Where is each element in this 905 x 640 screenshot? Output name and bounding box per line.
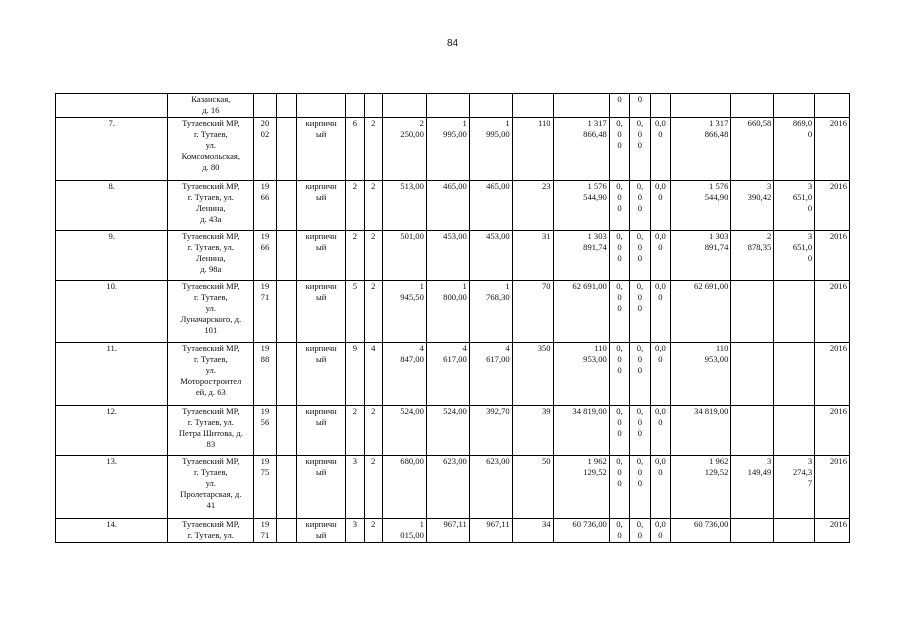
cell-col-m: 0, 0 0 [630,343,650,406]
cell-area-total: 2 250,00 [382,118,426,181]
cell-cost-total: 110 953,00 [553,343,609,406]
cell-year: 19 71 [254,281,276,343]
cell-empty [276,281,296,343]
cell-no: 13. [56,456,168,519]
cell-year: 19 66 [254,181,276,231]
cell-cost-e [731,519,774,543]
cell-cost-total: 1 962 129,52 [553,456,609,519]
cell-empty [276,343,296,406]
cell-no: 7. [56,118,168,181]
cell-col-m: 0, 0 0 [630,231,650,281]
cell-entrances: 2 [364,231,382,281]
table-row [56,231,850,281]
cell-col-n: 0,0 0 [650,281,670,343]
page-number: 84 [446,38,459,49]
cell-residents: 23 [512,181,553,231]
cell-cost-total: 62 691,00 [553,281,609,343]
cell-entrances: 2 [364,456,382,519]
cell-col-n: 0,0 0 [650,343,670,406]
cell-cost-e [731,406,774,456]
cell-floors: 3 [346,456,364,519]
cell-material: кирпичн ый [297,118,346,181]
table-row [56,343,850,406]
table-row [56,519,850,543]
table-row [56,94,850,118]
cell-floors: 2 [346,181,364,231]
cell-completion: 2016 [815,281,850,343]
cell-cost-f [774,519,815,543]
cell-year: 19 56 [254,406,276,456]
cell-area-total: 1 015,00 [382,519,426,543]
cell-area-c: 1 995,00 [469,118,512,181]
cell-col-m: 0, 0 0 [630,118,650,181]
cell-empty [276,519,296,543]
cell-cost-total [553,94,609,118]
cell-empty [276,456,296,519]
cell-residents: 39 [512,406,553,456]
cell-address: Тутаевский МР, г. Тутаев, ул. Пролетарская, д. 41 [168,456,254,519]
cell-area-c: 392,70 [469,406,512,456]
cell-col-n: 0,0 0 [650,118,670,181]
cell-col-l: 0, 0 0 [609,231,629,281]
cell-address: Тутаевский МР, г. Тутаев, ул. Ленина, д. 43а [168,181,254,231]
cell-residents: 50 [512,456,553,519]
cell-year: 19 71 [254,519,276,543]
cell-col-l: 0, 0 0 [609,406,629,456]
cell-area-c: 465,00 [469,181,512,231]
cell-area-c: 967,11 [469,519,512,543]
cell-area-total [382,94,426,118]
cell-floors: 9 [346,343,364,406]
cell-area-c [469,94,512,118]
cell-col-l: 0 [609,94,629,118]
housing-register-table [55,93,850,543]
cell-col-m: 0 [630,94,650,118]
cell-cost-f: 3 274,3 7 [774,456,815,519]
cell-col-m: 0, 0 0 [630,281,650,343]
cell-address: Тутаевский МР, г. Тутаев, ул. Моторостроител ей, д. 63 [168,343,254,406]
cell-cost-e [731,343,774,406]
cell-completion: 2016 [815,456,850,519]
cell-address: Тутаевский МР, г. Тутаев, ул. [168,519,254,543]
cell-cost-d: 110 953,00 [671,343,731,406]
cell-no: 11. [56,343,168,406]
cell-cost-d: 1 962 129,52 [671,456,731,519]
cell-residents: 350 [512,343,553,406]
cell-address: Казанская, д. 16 [168,94,254,118]
table-row [56,281,850,343]
cell-cost-d: 60 736,00 [671,519,731,543]
table-row [56,118,850,181]
cell-floors: 2 [346,406,364,456]
cell-completion [815,94,850,118]
cell-area-b: 524,00 [426,406,469,456]
cell-cost-e: 660,58 [731,118,774,181]
cell-cost-f: 869,0 0 [774,118,815,181]
cell-year [254,94,276,118]
cell-empty [276,94,296,118]
cell-col-n: 0,0 0 [650,406,670,456]
cell-floors: 2 [346,231,364,281]
cell-entrances: 2 [364,181,382,231]
cell-area-b: 623,00 [426,456,469,519]
cell-area-b [426,94,469,118]
cell-area-total: 680,00 [382,456,426,519]
cell-floors: 5 [346,281,364,343]
cell-entrances: 2 [364,281,382,343]
cell-col-l: 0, 0 0 [609,343,629,406]
cell-address: Тутаевский МР, г. Тутаев, ул. Комсомольская, д. 80 [168,118,254,181]
cell-cost-e: 3 390,42 [731,181,774,231]
cell-address: Тутаевский МР, г. Тутаев, ул. Петра Шитова, д. 83 [168,406,254,456]
cell-area-b: 453,00 [426,231,469,281]
cell-area-total: 524,00 [382,406,426,456]
cell-residents: 34 [512,519,553,543]
cell-cost-f: 3 651,0 0 [774,181,815,231]
cell-col-l: 0, 0 0 [609,281,629,343]
cell-cost-f [774,281,815,343]
cell-floors: 6 [346,118,364,181]
cell-entrances: 4 [364,343,382,406]
cell-col-m: 0, 0 [630,519,650,543]
cell-area-c: 1 768,30 [469,281,512,343]
cell-area-b: 1 800,00 [426,281,469,343]
table-row [56,181,850,231]
cell-material: кирпичн ый [297,281,346,343]
table-body [56,94,850,543]
cell-col-n: 0,0 0 [650,231,670,281]
cell-no: 12. [56,406,168,456]
cell-completion: 2016 [815,406,850,456]
cell-area-b: 4 617,00 [426,343,469,406]
cell-area-b: 967,11 [426,519,469,543]
cell-area-b: 465,00 [426,181,469,231]
cell-material: кирпичн ый [297,181,346,231]
cell-empty [276,231,296,281]
cell-floors [346,94,364,118]
cell-cost-total: 1 303 891,74 [553,231,609,281]
cell-area-c: 453,00 [469,231,512,281]
cell-no: 14. [56,519,168,543]
cell-col-n [650,94,670,118]
cell-cost-e: 2 878,35 [731,231,774,281]
cell-col-l: 0, 0 0 [609,456,629,519]
cell-no: 9. [56,231,168,281]
cell-material: кирпичн ый [297,456,346,519]
cell-cost-f [774,343,815,406]
cell-completion: 2016 [815,181,850,231]
cell-area-c: 4 617,00 [469,343,512,406]
cell-area-total: 513,00 [382,181,426,231]
cell-area-total: 1 945,50 [382,281,426,343]
cell-cost-total: 34 819,00 [553,406,609,456]
cell-cost-f: 3 651,0 0 [774,231,815,281]
cell-completion: 2016 [815,118,850,181]
cell-material: кирпичн ый [297,231,346,281]
cell-year: 20 02 [254,118,276,181]
cell-entrances [364,94,382,118]
cell-material [297,94,346,118]
cell-entrances: 2 [364,406,382,456]
cell-cost-e [731,281,774,343]
cell-empty [276,406,296,456]
cell-cost-d: 1 303 891,74 [671,231,731,281]
cell-empty [276,118,296,181]
cell-residents: 110 [512,118,553,181]
cell-area-c: 623,00 [469,456,512,519]
cell-no: 10. [56,281,168,343]
cell-cost-total: 1 317 866,48 [553,118,609,181]
cell-cost-f [774,406,815,456]
cell-cost-d [671,94,731,118]
cell-empty [276,181,296,231]
cell-residents [512,94,553,118]
cell-area-b: 1 995,00 [426,118,469,181]
cell-residents: 31 [512,231,553,281]
cell-cost-d: 1 576 544,90 [671,181,731,231]
cell-material: кирпичн ый [297,519,346,543]
cell-material: кирпичн ый [297,406,346,456]
cell-col-l: 0, 0 0 [609,181,629,231]
cell-floors: 3 [346,519,364,543]
cell-cost-d: 34 819,00 [671,406,731,456]
cell-completion: 2016 [815,343,850,406]
cell-entrances: 2 [364,519,382,543]
cell-cost-e: 3 149,49 [731,456,774,519]
cell-cost-d: 1 317 866,48 [671,118,731,181]
cell-col-n: 0,0 0 [650,181,670,231]
table-row [56,406,850,456]
cell-area-total: 4 847,00 [382,343,426,406]
cell-col-m: 0, 0 0 [630,181,650,231]
cell-cost-d: 62 691,00 [671,281,731,343]
cell-year: 19 66 [254,231,276,281]
cell-address: Тутаевский МР, г. Тутаев, ул. Луначарского, д. 101 [168,281,254,343]
cell-cost-f [774,94,815,118]
cell-col-m: 0, 0 0 [630,406,650,456]
cell-cost-e [731,94,774,118]
cell-residents: 70 [512,281,553,343]
cell-area-total: 501,00 [382,231,426,281]
cell-material: кирпичн ый [297,343,346,406]
cell-completion: 2016 [815,231,850,281]
table-row [56,456,850,519]
cell-completion: 2016 [815,519,850,543]
cell-cost-total: 1 576 544,90 [553,181,609,231]
cell-year: 19 75 [254,456,276,519]
cell-col-l: 0, 0 [609,519,629,543]
cell-no: 8. [56,181,168,231]
cell-col-n: 0,0 0 [650,456,670,519]
cell-address: Тутаевский МР, г. Тутаев, ул. Ленина, д. 98а [168,231,254,281]
cell-no [56,94,168,118]
cell-entrances: 2 [364,118,382,181]
cell-year: 19 88 [254,343,276,406]
cell-col-n: 0,0 0 [650,519,670,543]
cell-cost-total: 60 736,00 [553,519,609,543]
cell-col-l: 0, 0 0 [609,118,629,181]
cell-col-m: 0, 0 0 [630,456,650,519]
